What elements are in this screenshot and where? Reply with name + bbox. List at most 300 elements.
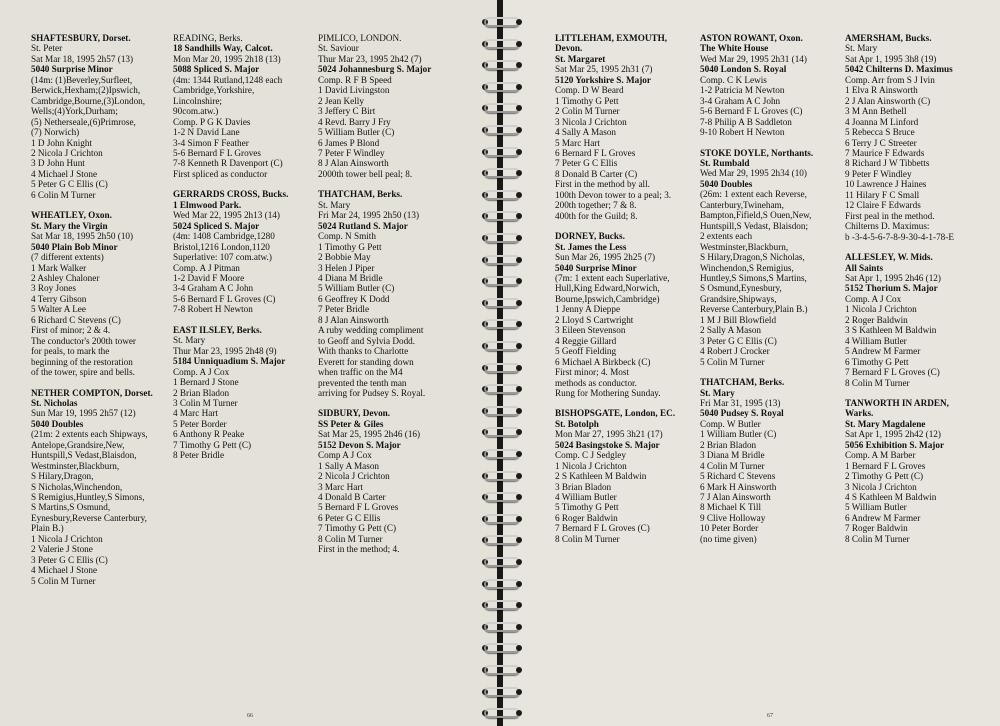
wire-loop: [484, 147, 520, 157]
record-heading: TANWORTH IN ARDEN,: [845, 397, 949, 408]
record-line: 1 D John Knight: [31, 137, 92, 148]
record-line: Comp A J Cox: [318, 450, 372, 461]
wire-loop: [484, 471, 520, 481]
record-line: (7 different extents): [31, 252, 104, 263]
record-line: 3 Colin M Turner: [173, 397, 238, 408]
record-line: 3 Peter G C Ellis (C): [700, 335, 777, 346]
record-line: Huntspill,S Vedast, Blaisdon;: [700, 220, 809, 231]
record-line: 6 Peter G C Ellis: [318, 512, 381, 523]
record-line: St. James the Less: [555, 241, 627, 252]
record-line: 1 Bernard J Stone: [173, 377, 239, 388]
record-line: St. Mary: [700, 387, 735, 398]
wire-loop: [484, 233, 520, 243]
record-line: 7 Peter G C Ellis: [555, 158, 618, 169]
wire-loop: [484, 39, 520, 49]
punch-hole: [516, 19, 522, 25]
peal-record: [173, 33, 313, 179]
column-5: [700, 33, 842, 554]
record-line: Sat Apr 1, 1995 2h42 (12): [845, 429, 941, 440]
record-line: 5040 Doubles: [700, 178, 753, 189]
record-line: Fri Mar 31, 1995 (13): [700, 397, 781, 408]
record-line: Wells;(4)York,Durham;: [31, 106, 118, 117]
record-line: 2 Brian Bladon: [700, 439, 757, 450]
record-line: Grandsire,Shipways,: [700, 293, 777, 304]
wire-loop: [484, 168, 520, 178]
record-line: 4 S Kathleen M Baldwin: [845, 492, 937, 503]
record-line: 8 Colin M Turner: [845, 377, 910, 388]
record-line: (7m: 1 extent each Superlative,: [555, 272, 670, 283]
record-line: 1 Jenny A Dieppe: [555, 304, 621, 315]
record-line: St. Peter: [31, 43, 63, 54]
wire-loop: [484, 276, 520, 286]
record-line: of the tower, spire and bells.: [31, 367, 135, 378]
record-line: Huntley,S Simons,S Martins,: [700, 272, 807, 283]
record-line: Sat Mar 25, 1995 2h46 (16): [318, 429, 421, 440]
record-line: 6 Anthony R Peake: [173, 429, 245, 440]
record-line: Comp. A J Pitman: [173, 262, 240, 273]
record-line: 100th Devon tower to a peal; 3.: [555, 189, 672, 200]
record-line: 2 Nicola J Crichton: [31, 147, 103, 158]
record-line: 1 Bernard F L Groves: [845, 460, 926, 471]
record-line: Westminster,Blackburn,: [700, 241, 789, 252]
punch-hole: [516, 667, 522, 673]
record-line: 5 Colin M Turner: [31, 575, 96, 586]
record-line: 3 Diana M Bridle: [700, 450, 765, 461]
record-line: 9-10 Robert H Newton: [700, 127, 785, 138]
record-line: Sat Apr 1, 1995 3h8 (19): [845, 53, 937, 64]
spiral-coil: [480, 619, 524, 637]
record-line: 2000th tower bell peal; 8.: [318, 168, 413, 179]
wire-loop: [484, 255, 520, 265]
wire-loop: [484, 319, 520, 329]
record-line: 4 William Butler: [845, 335, 907, 346]
spiral-coil: [480, 295, 524, 313]
wire-loop: [484, 687, 520, 697]
record-line: First in the method by all.: [555, 179, 650, 190]
spiral-coil: [480, 640, 524, 658]
spiral-coil: [480, 144, 524, 162]
record-line: First peal in the method.: [845, 210, 935, 221]
punch-hole: [516, 689, 522, 695]
punch-hole: [516, 559, 522, 565]
record-line: A ruby wedding compliment: [318, 325, 424, 336]
record-line: prevented the tenth man: [318, 377, 407, 388]
record-heading: ALLESLEY, W. Mids.: [845, 252, 933, 263]
record-line: 7 Maurice F Edwards: [845, 147, 925, 158]
punch-hole: [516, 321, 522, 327]
record-line: 5040 London S. Royal: [700, 64, 787, 75]
record-line: 2 Timothy G Pett (C): [845, 471, 924, 482]
record-line: Wed Mar 29, 1995 2h34 (10): [700, 168, 807, 179]
record-line: 2 Sally A Mason: [700, 325, 762, 336]
record-line: 5152 Devon S. Major: [318, 439, 401, 450]
record-line: 7 Bernard F L Groves (C): [555, 523, 650, 534]
record-line: 7-8 Philip A B Saddleton: [700, 116, 792, 127]
record-line: 6 Timothy G Pett: [845, 356, 909, 367]
record-line: 4 William Butler: [555, 492, 617, 503]
spiral-coil: [480, 316, 524, 334]
left-page: [0, 0, 497, 726]
record-line: Comp. A J Cox: [173, 366, 230, 377]
spiral-coil: [480, 446, 524, 464]
record-line: Comp. A M Barber: [845, 450, 916, 461]
record-heading: DORNEY, Bucks.: [555, 231, 625, 242]
record-line: 3 Jeffery C Birt: [318, 106, 376, 117]
record-heading: WHEATLEY, Oxon.: [31, 210, 112, 221]
record-line: Antelope,Grandsire,New,: [31, 439, 125, 450]
peal-record: [845, 252, 995, 388]
record-line: S Martins,S Osmund,: [31, 502, 111, 513]
peal-record: [700, 33, 842, 138]
record-line: Sun Mar 26, 1995 2h25 (7): [555, 252, 656, 263]
record-line: Comp. C J Sedgley: [555, 450, 626, 461]
spiral-coil: [480, 597, 524, 615]
spiral-coil: [480, 424, 524, 442]
record-line: 1 Timothy G Pett: [318, 241, 382, 252]
record-line: 5 Geoff Fielding: [555, 346, 617, 357]
record-line: First minor; 4. Most: [555, 367, 630, 378]
record-line: All Saints: [845, 262, 884, 273]
record-line: 8 Colin M Turner: [845, 533, 910, 544]
record-line: Comp. D W Beard: [555, 85, 624, 96]
record-line: 5 William Butler (C): [318, 283, 395, 294]
column-4: [555, 33, 697, 554]
wire-loop: [484, 384, 520, 394]
record-line: 3 S Kathleen M Baldwin: [845, 325, 937, 336]
record-line: 5056 Exhibition S. Major: [845, 439, 945, 450]
record-line: beginning of the restoration: [31, 356, 133, 367]
record-line: Bourne,Ipswich,Cambridge): [555, 293, 660, 304]
punch-hole: [516, 645, 522, 651]
record-line: (14m: (1)Beverley,Surfleet,: [31, 74, 133, 85]
record-line: 7 Timothy G Pett (C): [318, 523, 397, 534]
record-line: St. Mary: [318, 199, 351, 210]
punch-hole: [516, 235, 522, 241]
record-line: 2 S Kathleen M Baldwin: [555, 471, 647, 482]
punch-hole: [516, 473, 522, 479]
record-line: 4 Donald B Carter: [318, 492, 386, 503]
wire-loop: [484, 449, 520, 459]
spiral-coil: [480, 468, 524, 486]
record-line: 5 Bernard F L Groves: [318, 502, 399, 513]
record-line: S Hilary,Dragon,: [31, 471, 94, 482]
record-line: Sat Apr 1, 1995 2h46 (12): [845, 272, 941, 283]
record-line: 2 Brian Bladon: [173, 387, 230, 398]
wire-loop: [484, 622, 520, 632]
record-line: 8 Michael K Till: [700, 502, 762, 513]
spiral-coil: [480, 122, 524, 140]
peal-record: [845, 33, 995, 242]
spiral-coil: [480, 554, 524, 572]
column-3: [318, 33, 468, 565]
record-line: 5-6 Bernard F L Groves (C): [700, 106, 803, 117]
spiral-coil: [480, 252, 524, 270]
punch-hole: [516, 451, 522, 457]
spiral-coil: [480, 662, 524, 680]
record-line: 6 Mark H Ainsworth: [700, 481, 777, 492]
punch-hole: [516, 170, 522, 176]
record-line: The conductor's 200th tower: [31, 335, 136, 346]
record-line: 3-4 Graham A C John: [700, 95, 781, 106]
spiral-coil: [480, 381, 524, 399]
wire-loop: [484, 17, 520, 27]
peal-record: [700, 148, 842, 368]
record-line: 2 J Alan Ainsworth (C): [845, 95, 931, 106]
record-line: Wed Mar 29, 1995 2h31 (14): [700, 53, 807, 64]
record-line: 2 Lloyd S Cartwright: [555, 314, 634, 325]
wire-loop: [484, 103, 520, 113]
punch-hole: [516, 710, 522, 716]
record-line: to Geoff and Sylvia Dodd.: [318, 335, 416, 346]
record-line: (4m: 1408 Cambridge,1280: [173, 231, 275, 242]
wire-loop: [484, 643, 520, 653]
record-line: 8 Colin M Turner: [555, 533, 620, 544]
punch-hole: [516, 602, 522, 608]
record-line: 5040 Surprise Minor: [31, 64, 113, 75]
record-line: 2 Ashley Chaloner: [31, 272, 100, 283]
record-line: 5 Richard C Stevens: [700, 471, 776, 482]
wire-loop: [484, 427, 520, 437]
record-line: 90com.atw.): [173, 106, 219, 117]
record-line: 400th for the Guild; 8.: [555, 210, 638, 221]
record-line: methods as conductor.: [555, 377, 637, 388]
record-line: Comp. Arr from S J Ivin: [845, 74, 935, 85]
record-line: 7 J Alan Ainsworth: [700, 492, 771, 503]
record-line: 3 Peter G C Ellis (C): [31, 554, 108, 565]
spiral-coil: [480, 273, 524, 291]
record-line: 1-2 David F Moore: [173, 272, 245, 283]
peal-record: [845, 398, 995, 544]
record-heading: NETHER COMPTON, Dorset.: [31, 387, 153, 398]
record-line: 7-8 Kenneth R Davenport (C): [173, 158, 283, 169]
record-line: 2 Valerie J Stone: [31, 544, 93, 555]
record-line: 8 Peter Bridle: [173, 450, 225, 461]
record-line: S Osmund,Eynesbury,: [700, 283, 782, 294]
spiral-coil: [480, 165, 524, 183]
record-line: 5120 Yorkshire S. Major: [555, 74, 651, 85]
record-line: Bampton,Fifield,S Ouen,New,: [700, 210, 812, 221]
record-line: 6 Roger Baldwin: [555, 512, 618, 523]
punch-hole: [516, 343, 522, 349]
punch-hole: [516, 408, 522, 414]
record-line: 4 Michael J Stone: [31, 565, 98, 576]
record-line: 1 David Livingston: [318, 85, 390, 96]
record-line: 5 Timothy G Pett: [555, 502, 619, 513]
record-line: (5) Netherseale,(6)Primrose,: [31, 116, 136, 127]
record-line: 1 Elmwood Park.: [173, 199, 242, 210]
peal-record: [173, 189, 313, 314]
wire-loop: [484, 557, 520, 567]
record-line: 1 Mark Walker: [31, 262, 87, 273]
peal-record: [700, 377, 842, 544]
record-line: 5 Peter G C Ellis (C): [31, 179, 108, 190]
record-line: The White House: [700, 43, 769, 54]
record-heading: LITTLEHAM, EXMOUTH,: [555, 33, 668, 43]
wire-loop: [484, 211, 520, 221]
record-line: Superlative: 107 com.atw.): [173, 252, 272, 263]
record-line: 2 Bobbie May: [318, 252, 371, 263]
spiral-coil: [480, 100, 524, 118]
record-line: 4 Colin M Turner: [700, 460, 765, 471]
record-line: St. Mary Magdalene: [845, 418, 926, 429]
record-line: 7 Bernard F L Groves (C): [845, 367, 940, 378]
punch-hole: [516, 192, 522, 198]
record-line: 3 Helen J Piper: [318, 262, 375, 273]
record-heading: ASTON ROWANT, Oxon.: [700, 33, 803, 43]
record-line: (7) Norwich): [31, 127, 80, 138]
punch-hole: [516, 84, 522, 90]
record-line: b -3-4-5-6-7-8-9-30-4-1-78-E: [845, 231, 954, 242]
record-line: 4 Sally A Mason: [555, 127, 617, 138]
record-line: (4m: 1344 Rutland,1248 each: [173, 74, 283, 85]
record-heading: AMERSHAM, Bucks.: [845, 33, 932, 43]
punch-hole: [516, 429, 522, 435]
record-line: 5 Peter Border: [173, 418, 227, 429]
record-line: Sun Mar 19, 1995 2h57 (12): [31, 408, 136, 419]
wire-loop: [484, 492, 520, 502]
record-line: 1 Nicola J Crichton: [555, 460, 627, 471]
record-line: 4 Robert J Crocker: [700, 346, 770, 357]
punch-hole: [516, 105, 522, 111]
record-line: 6 James P Blond: [318, 137, 380, 148]
column-1: [31, 33, 169, 596]
punch-hole: [516, 624, 522, 630]
record-line: 200th together; 7 & 8.: [555, 200, 637, 211]
record-line: 4 Terry Gibson: [31, 293, 87, 304]
record-line: Plain B.): [31, 523, 64, 534]
record-line: 6 Colin M Turner: [31, 189, 96, 200]
record-line: St. Botolph: [555, 418, 599, 429]
record-line: Berwick,Hexham;(2)Ipswich,: [31, 85, 141, 96]
record-line: Mon Mar 27, 1995 3h21 (17): [555, 429, 663, 440]
record-line: 1 Sally A Mason: [318, 460, 380, 471]
wire-loop: [484, 708, 520, 718]
spiral-coil: [480, 684, 524, 702]
spiral-coil: [480, 36, 524, 54]
record-line: 5 William Butler (C): [318, 127, 395, 138]
wire-loop: [484, 60, 520, 70]
punch-hole: [516, 516, 522, 522]
punch-hole: [516, 300, 522, 306]
record-line: 4 Revd. Barry J Fry: [318, 116, 391, 127]
record-line: 7 Roger Baldwin: [845, 523, 908, 534]
record-line: 5024 Rutland S. Major: [318, 220, 408, 231]
record-line: 3 Nicola J Crichton: [845, 481, 917, 492]
record-line: S Nicholas,Winchendon,: [31, 481, 123, 492]
record-line: 5040 Doubles: [31, 418, 84, 429]
record-line: 8 Richard J W Tibbetts: [845, 158, 930, 169]
record-line: (no time given): [700, 533, 757, 544]
record-heading: READING, Berks.: [173, 33, 243, 43]
record-heading: SHAFTESBURY, Dorset.: [31, 33, 131, 43]
record-line: Wed Mar 22, 1995 2h13 (14): [173, 210, 280, 221]
record-line: 5040 Plain Bob Minor: [31, 241, 118, 252]
record-line: Reverse Canterbury,Plain B.): [700, 304, 808, 315]
record-line: St. Nicholas: [31, 397, 78, 408]
record-heading: THATCHAM, Berks.: [700, 377, 785, 388]
punch-hole: [516, 278, 522, 284]
record-heading: PIMLICO, LONDON.: [318, 33, 402, 43]
wire-loop: [484, 665, 520, 675]
peal-record: [318, 189, 468, 398]
spiral-coil: [480, 338, 524, 356]
record-line: Rung for Mothering Sunday.: [555, 387, 661, 398]
record-line: 5-6 Bernard F L Groves: [173, 147, 261, 158]
record-line: 11 Hilary F C Small: [845, 189, 920, 200]
record-line: Comp. A J Cox: [845, 293, 902, 304]
record-line: 5 Walter A Lee: [31, 304, 86, 315]
record-line: 8 Donald B Carter (C): [555, 168, 638, 179]
record-line: Thur Mar 23, 1995 2h42 (7): [318, 53, 422, 64]
record-line: 3 Marc Hart: [318, 481, 363, 492]
punch-hole: [516, 365, 522, 371]
punch-hole: [516, 62, 522, 68]
record-line: 1 William Butler (C): [700, 429, 777, 440]
record-line: Thur Mar 23, 1995 2h48 (9): [173, 345, 277, 356]
record-line: 7 Peter F Windley: [318, 147, 385, 158]
record-line: Sat Mar 25, 1995 2h31 (7): [555, 64, 653, 75]
spiral-coil: [480, 187, 524, 205]
record-line: Cambridge,Bourne,(3)London,: [31, 95, 146, 106]
record-line: Comp. R F B Speed: [318, 74, 392, 85]
record-line: Hull,King Edward,Norwich,: [555, 283, 660, 294]
record-line: 5088 Spliced S. Major: [173, 64, 260, 75]
record-line: 6 Richard C Stevens (C): [31, 314, 121, 325]
record-line: 8 Colin M Turner: [318, 533, 383, 544]
record-line: S Remigius,Huntley,S Simons,: [31, 492, 145, 503]
record-line: 5 William Butler: [845, 502, 907, 513]
spiral-binding: [480, 0, 524, 726]
record-line: 4 Michael J Stone: [31, 168, 98, 179]
record-line: 6 Geoffrey K Dodd: [318, 293, 390, 304]
record-line: Chilterns D. Maximus:: [845, 221, 930, 232]
record-line: 7-8 Robert H Newton: [173, 304, 253, 315]
record-line: 4 Diana M Bridle: [318, 272, 383, 283]
record-line: 6 Andrew M Farmer: [845, 512, 921, 523]
record-line: 3 Roy Jones: [31, 283, 76, 294]
record-line: 5 Marc Hart: [555, 137, 600, 148]
record-line: Comp. C K Lewis: [700, 74, 767, 85]
wire-loop: [484, 341, 520, 351]
record-line: 3 Brian Bladon: [555, 481, 612, 492]
record-line: 6 Terry J C Streeter: [845, 137, 917, 148]
record-line: Huntspill,S Vedast,Blaisdon,: [31, 450, 137, 461]
record-line: Winchendon,S Remigius,: [700, 262, 794, 273]
spiral-coil: [480, 208, 524, 226]
record-line: Everett for standing down: [318, 356, 414, 367]
record-line: 1-2 N David Lane: [173, 127, 240, 138]
spiral-coil: [480, 489, 524, 507]
record-line: 8 J Alan Ainsworth: [318, 314, 389, 325]
record-line: 5 Colin M Turner: [700, 356, 765, 367]
record-line: (26m: 1 extent each Reverse,: [700, 189, 807, 200]
record-line: 1 Nicola J Crichton: [845, 304, 917, 315]
record-line: 2 Roger Baldwin: [845, 314, 908, 325]
spiral-coil: [480, 705, 524, 723]
record-line: 3 Nicola J Crichton: [555, 116, 627, 127]
record-line: 6 Bernard F L Groves: [555, 147, 636, 158]
record-line: First in the method; 4.: [318, 544, 400, 555]
record-line: 2 extents each: [700, 231, 753, 242]
right-page: [503, 0, 1000, 726]
record-line: 5040 Surprise Minor: [555, 262, 637, 273]
record-line: St. Margaret: [555, 53, 606, 64]
record-line: 1-2 Patricia M Newton: [700, 85, 785, 96]
record-line: S Hilary,Dragon,S Nicholas,: [700, 252, 805, 263]
peal-record: [318, 33, 468, 179]
record-line: Sat Mar 18, 1995 2h57 (13): [31, 53, 134, 64]
punch-hole: [516, 127, 522, 133]
